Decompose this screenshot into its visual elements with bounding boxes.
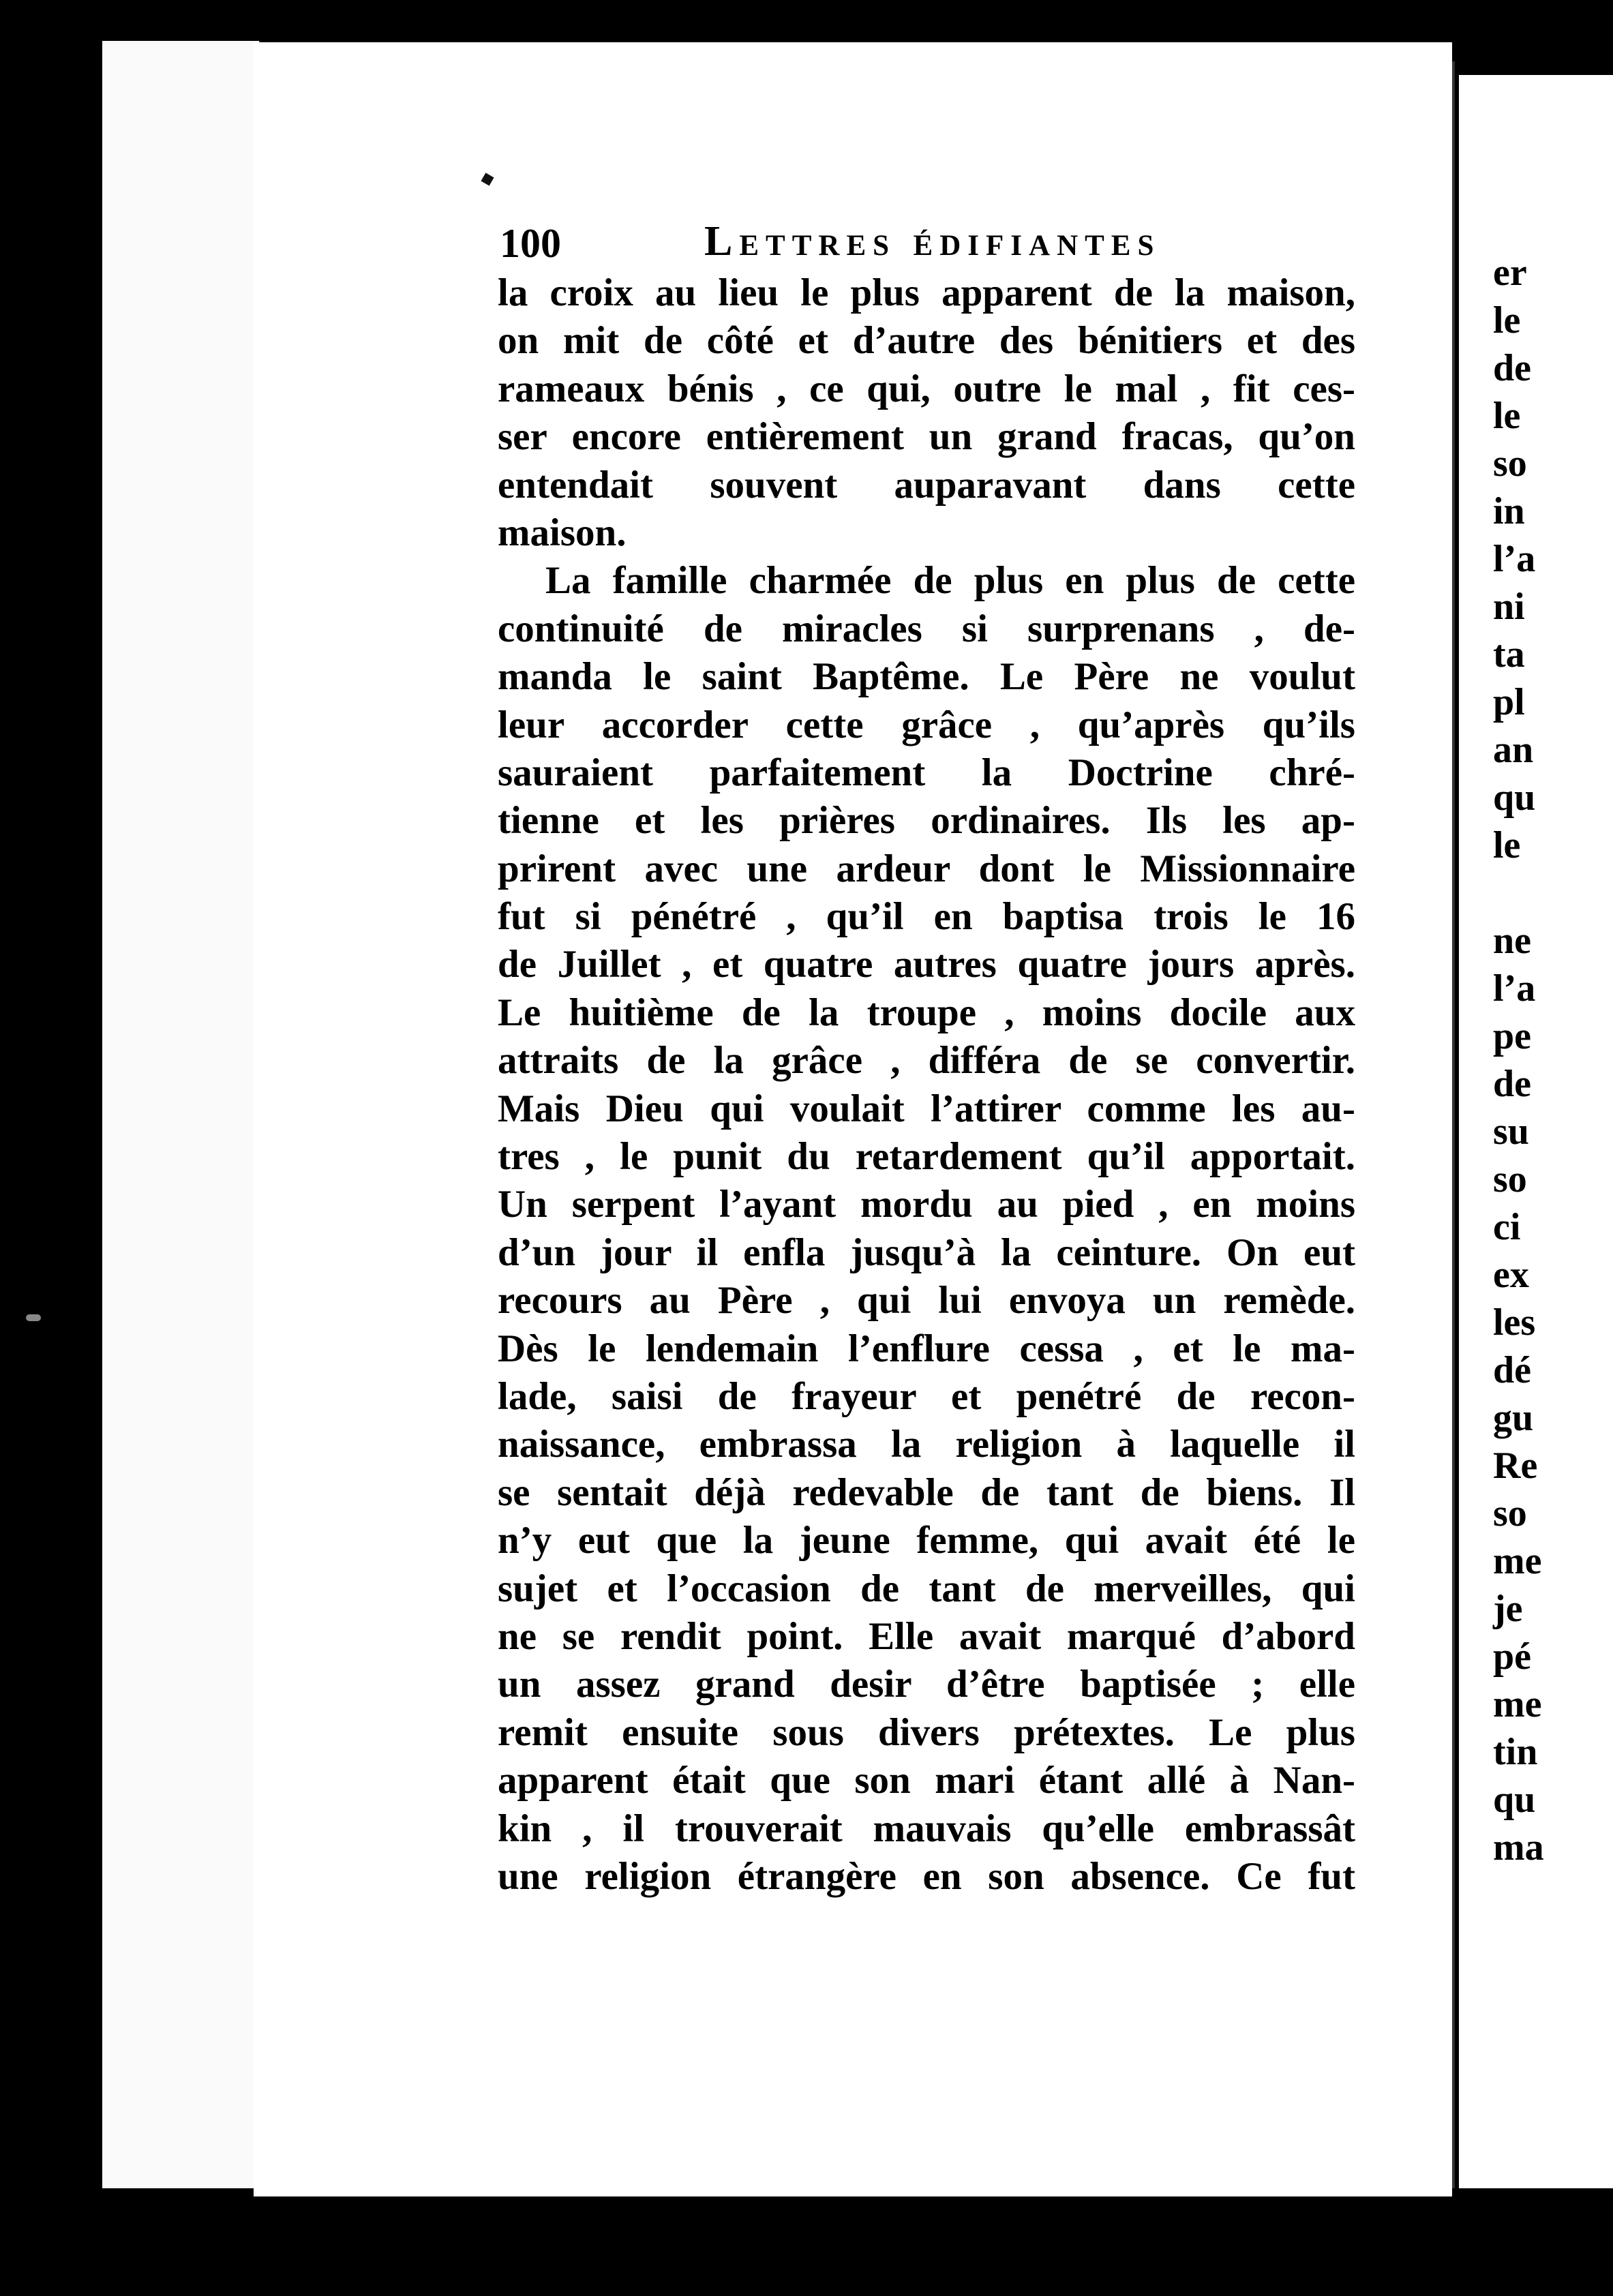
facing-fragment: ta bbox=[1493, 633, 1525, 676]
facing-fragment: l’a bbox=[1493, 538, 1536, 580]
facing-fragment: ma bbox=[1493, 1826, 1544, 1869]
text-line: d’un jour il enfla jusqu’à la ceinture. On eut bbox=[498, 1230, 1355, 1274]
text-line: leur accorder cette grâce , qu’après qu’ils bbox=[498, 703, 1355, 746]
facing-fragment: je bbox=[1493, 1588, 1523, 1630]
text-line: tres , le punit du retardement qu’il apportait. bbox=[498, 1135, 1355, 1179]
text-line: continuité de miracles si surprenans , de- bbox=[498, 607, 1355, 650]
text-line: lade, saisi de frayeur et penétré de recon- bbox=[498, 1374, 1355, 1418]
text-line: sauraient parfaitement la Doctrine chré- bbox=[498, 751, 1355, 794]
text-line: un assez grand desir d’être baptisée ; elle bbox=[498, 1663, 1355, 1706]
text-line: La famille charmée de plus en plus de cette bbox=[545, 559, 1355, 603]
text-line: remit ensuite sous divers prétextes. Le plus bbox=[498, 1710, 1355, 1754]
gutter-line bbox=[1452, 61, 1455, 2188]
facing-fragment: ex bbox=[1493, 1254, 1529, 1296]
text-line: on mit de côté et d’autre des bénitiers et des bbox=[498, 319, 1355, 363]
facing-fragment: gu bbox=[1493, 1397, 1534, 1439]
facing-fragment: in bbox=[1493, 490, 1525, 532]
text-line: kin , il trouverait mauvais qu’elle embrassât bbox=[498, 1807, 1355, 1850]
text-line: fut si pénétré , qu’il en baptisa trois le 16 bbox=[498, 895, 1355, 939]
text-line: n’y eut que la jeune femme, qui avait été le bbox=[498, 1519, 1355, 1562]
facing-fragment: qu bbox=[1493, 776, 1536, 819]
text-line: naissance, embrassa la religion à laquelle il bbox=[498, 1423, 1355, 1466]
facing-fragment: pe bbox=[1493, 1015, 1531, 1057]
facing-fragment: pé bbox=[1493, 1635, 1531, 1678]
text-line: sujet et l’occasion de tant de merveilles, qui bbox=[498, 1567, 1355, 1610]
facing-fragment: de bbox=[1493, 347, 1531, 389]
running-head: Lettres édifiantes bbox=[704, 218, 1161, 265]
facing-fragment: ne bbox=[1493, 920, 1531, 962]
facing-fragment: pl bbox=[1493, 681, 1525, 723]
facing-fragment: le bbox=[1493, 824, 1521, 866]
text-line: se sentait déjà redevable de tant de biens. Il bbox=[498, 1470, 1355, 1514]
text-line: Le huitième de la troupe , moins docile aux bbox=[498, 991, 1355, 1034]
text-line: Mais Dieu qui voulait l’attirer comme les au- bbox=[498, 1087, 1355, 1130]
facing-page-text bbox=[1493, 249, 1544, 1871]
facing-fragment: le bbox=[1493, 395, 1521, 437]
text-line: apparent était que son mari étant allé à Nan- bbox=[498, 1759, 1355, 1802]
scan-speck bbox=[26, 1314, 41, 1321]
body-text bbox=[498, 269, 1355, 1901]
text-line: ne se rendit point. Elle avait marqué d’abord bbox=[498, 1614, 1355, 1658]
facing-fragment: l’a bbox=[1493, 967, 1536, 1010]
text-line: Un serpent l’ayant mordu au pied , en moins bbox=[498, 1183, 1355, 1226]
page-edges bbox=[102, 41, 259, 2188]
facing-fragment: qu bbox=[1493, 1779, 1536, 1821]
facing-fragment: so bbox=[1493, 1492, 1527, 1535]
text-line: la croix au lieu le plus apparent de la maison, bbox=[498, 271, 1355, 314]
text-line: entendait souvent auparavant dans cette bbox=[498, 463, 1355, 507]
text-line: attraits de la grâce , différa de se convertir. bbox=[498, 1039, 1355, 1083]
facing-fragment: ni bbox=[1493, 586, 1525, 628]
text-line: une religion étrangère en son absence. Ce fut bbox=[498, 1854, 1355, 1898]
text-line: maison. bbox=[498, 511, 627, 554]
text-line: tienne et les prières ordinaires. Ils les ap- bbox=[498, 799, 1355, 843]
facing-fragment: tin bbox=[1493, 1731, 1538, 1773]
facing-fragment: er bbox=[1493, 252, 1527, 294]
facing-fragment: Re bbox=[1493, 1445, 1538, 1487]
facing-fragment: su bbox=[1493, 1111, 1529, 1153]
facing-fragment: so bbox=[1493, 1158, 1527, 1200]
page-header bbox=[500, 215, 1188, 269]
text-line: de Juillet , et quatre autres quatre jours après. bbox=[498, 943, 1355, 986]
facing-fragment: dé bbox=[1493, 1349, 1531, 1391]
facing-fragment: an bbox=[1493, 729, 1534, 771]
facing-fragment: le bbox=[1493, 299, 1521, 342]
facing-fragment: me bbox=[1493, 1683, 1542, 1725]
facing-fragment bbox=[1493, 869, 1544, 917]
text-line: prirent avec une ardeur dont le Missionnaire bbox=[498, 847, 1355, 890]
text-line: rameaux bénis , ce qui, outre le mal , fit ces- bbox=[498, 367, 1355, 410]
text-line: Dès le lendemain l’enflure cessa , et le ma- bbox=[498, 1327, 1355, 1370]
text-line: ser encore entièrement un grand fracas, qu’on bbox=[498, 415, 1355, 459]
facing-fragment: les bbox=[1493, 1301, 1536, 1344]
facing-fragment: me bbox=[1493, 1540, 1542, 1582]
facing-fragment: de bbox=[1493, 1063, 1531, 1105]
facing-fragment: so bbox=[1493, 442, 1527, 485]
text-line: manda le saint Baptême. Le Père ne voulut bbox=[498, 655, 1355, 699]
page-number: 100 bbox=[500, 221, 561, 266]
text-line: recours au Père , qui lui envoya un remède. bbox=[498, 1279, 1355, 1323]
facing-fragment: ci bbox=[1493, 1206, 1521, 1248]
